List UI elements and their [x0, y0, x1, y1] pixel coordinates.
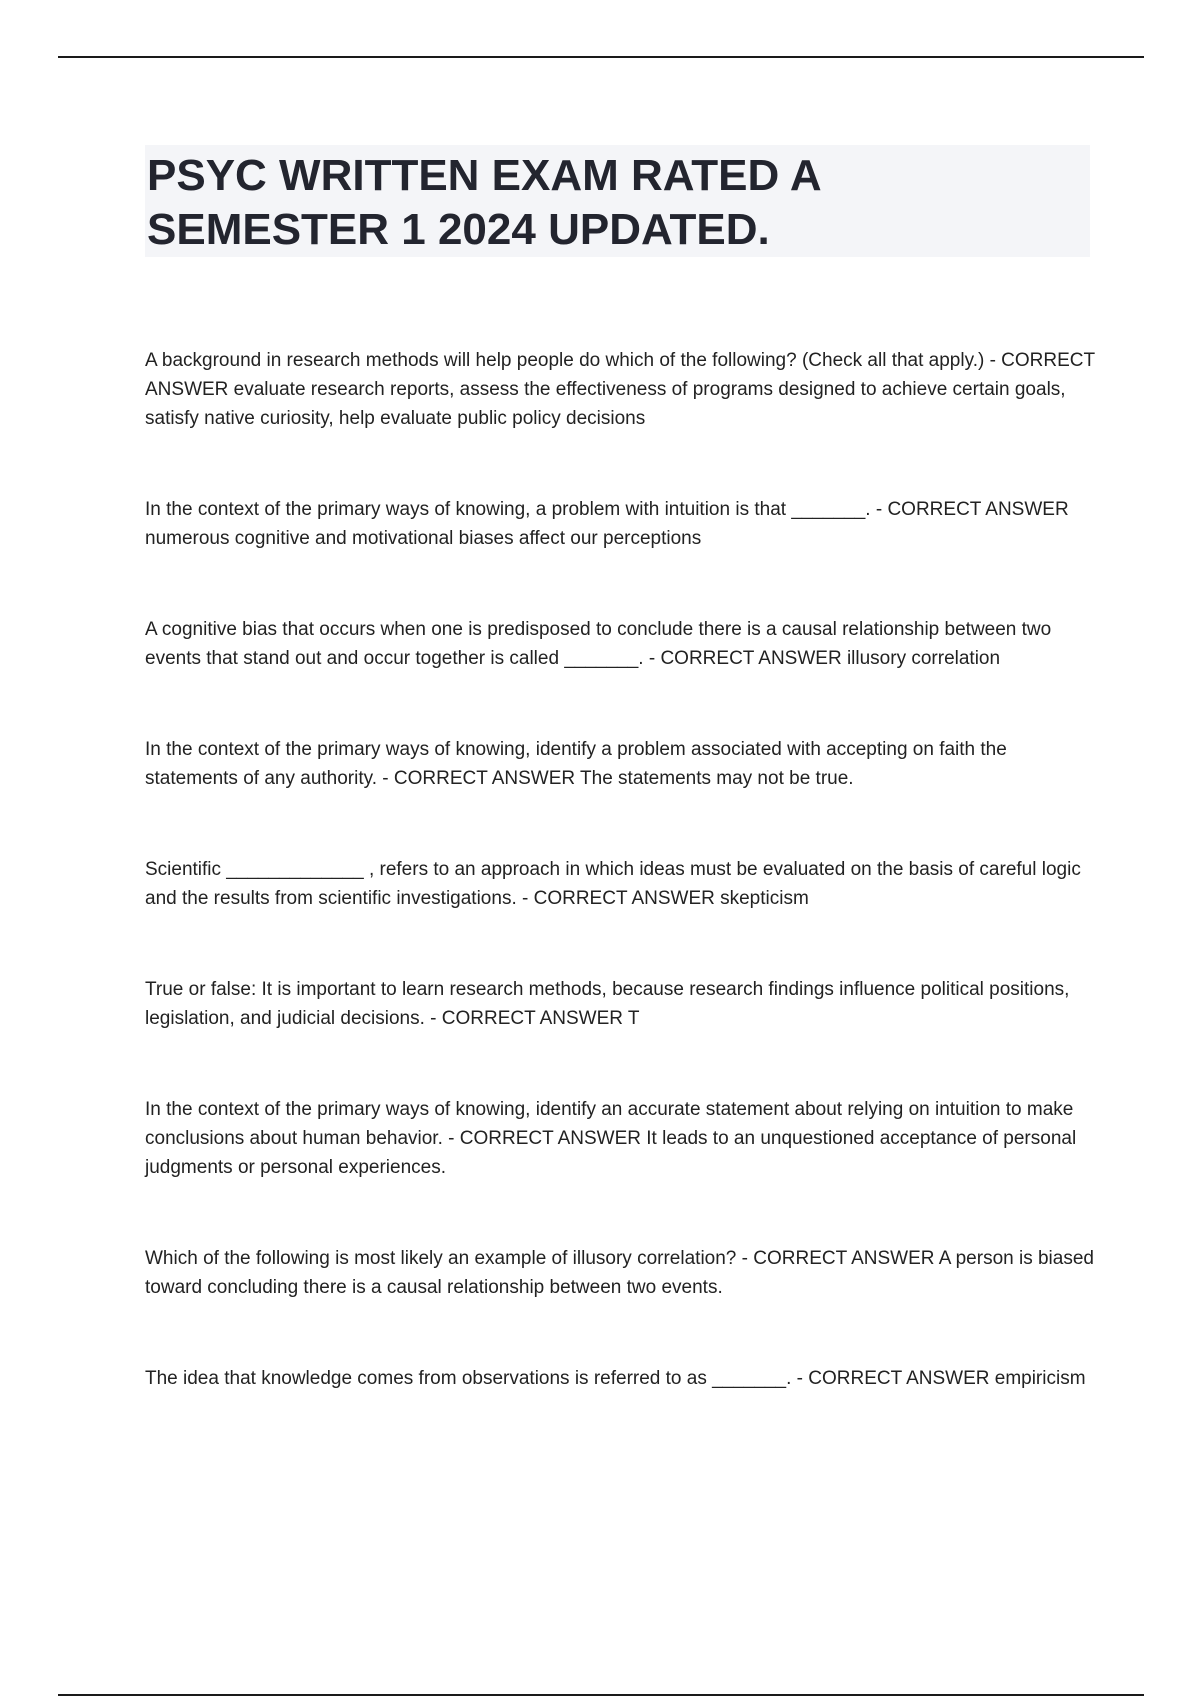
- document-title: [147, 149, 1090, 257]
- title-block: [145, 145, 1090, 257]
- title-line-2: SEMESTER 1 2024 UPDATED.: [147, 205, 770, 254]
- qa-item: A background in research methods will help people do which of the following? (Check all that apply.) - CORRECT ANSWER evaluate research reports, assess the effectiveness of programs designed to achieve certain goals, satisfy native curiosity, help evaluate public policy decisions: [145, 350, 1095, 429]
- qa-item: In the context of the primary ways of knowing, identify a problem associated with accepting on faith the statements of any authority. - CORRECT ANSWER The statements may not be true.: [145, 739, 1007, 789]
- qa-item: True or false: It is important to learn research methods, because research findings influence political positions, legislation, and judicial decisions. - CORRECT ANSWER T: [145, 979, 1070, 1029]
- qa-item: Scientific _____________ , refers to an approach in which ideas must be evaluated on the basis of careful logic and the results from scientific investigations. - CORRECT ANSWER skepticism: [145, 859, 1081, 909]
- qa-item: Which of the following is most likely an example of illusory correlation? - CORRECT ANSWER A person is biased toward concluding there is a causal relationship between two events.: [145, 1248, 1094, 1298]
- header-rule: [58, 56, 1144, 58]
- footer-rule: [58, 1694, 1144, 1696]
- qa-item: The idea that knowledge comes from observations is referred to as _______. - CORRECT ANSWER empiricism: [145, 1368, 1086, 1389]
- title-line-1: PSYC WRITTEN EXAM RATED A: [147, 151, 822, 200]
- qa-item: A cognitive bias that occurs when one is predisposed to conclude there is a causal relationship between two events that stand out and occur together is called _______. - CORRECT ANSWER illusory correlation: [145, 619, 1052, 669]
- qa-item: In the context of the primary ways of knowing, identify an accurate statement about relying on intuition to make conclusions about human behavior. - CORRECT ANSWER It leads to an unquestioned acceptance of personal judgments or personal experiences.: [145, 1099, 1077, 1178]
- qa-item: In the context of the primary ways of knowing, a problem with intuition is that _______. - CORRECT ANSWER numerous cognitive and motivational biases affect our perceptions: [145, 499, 1069, 549]
- question-answer-list: [145, 346, 1095, 1455]
